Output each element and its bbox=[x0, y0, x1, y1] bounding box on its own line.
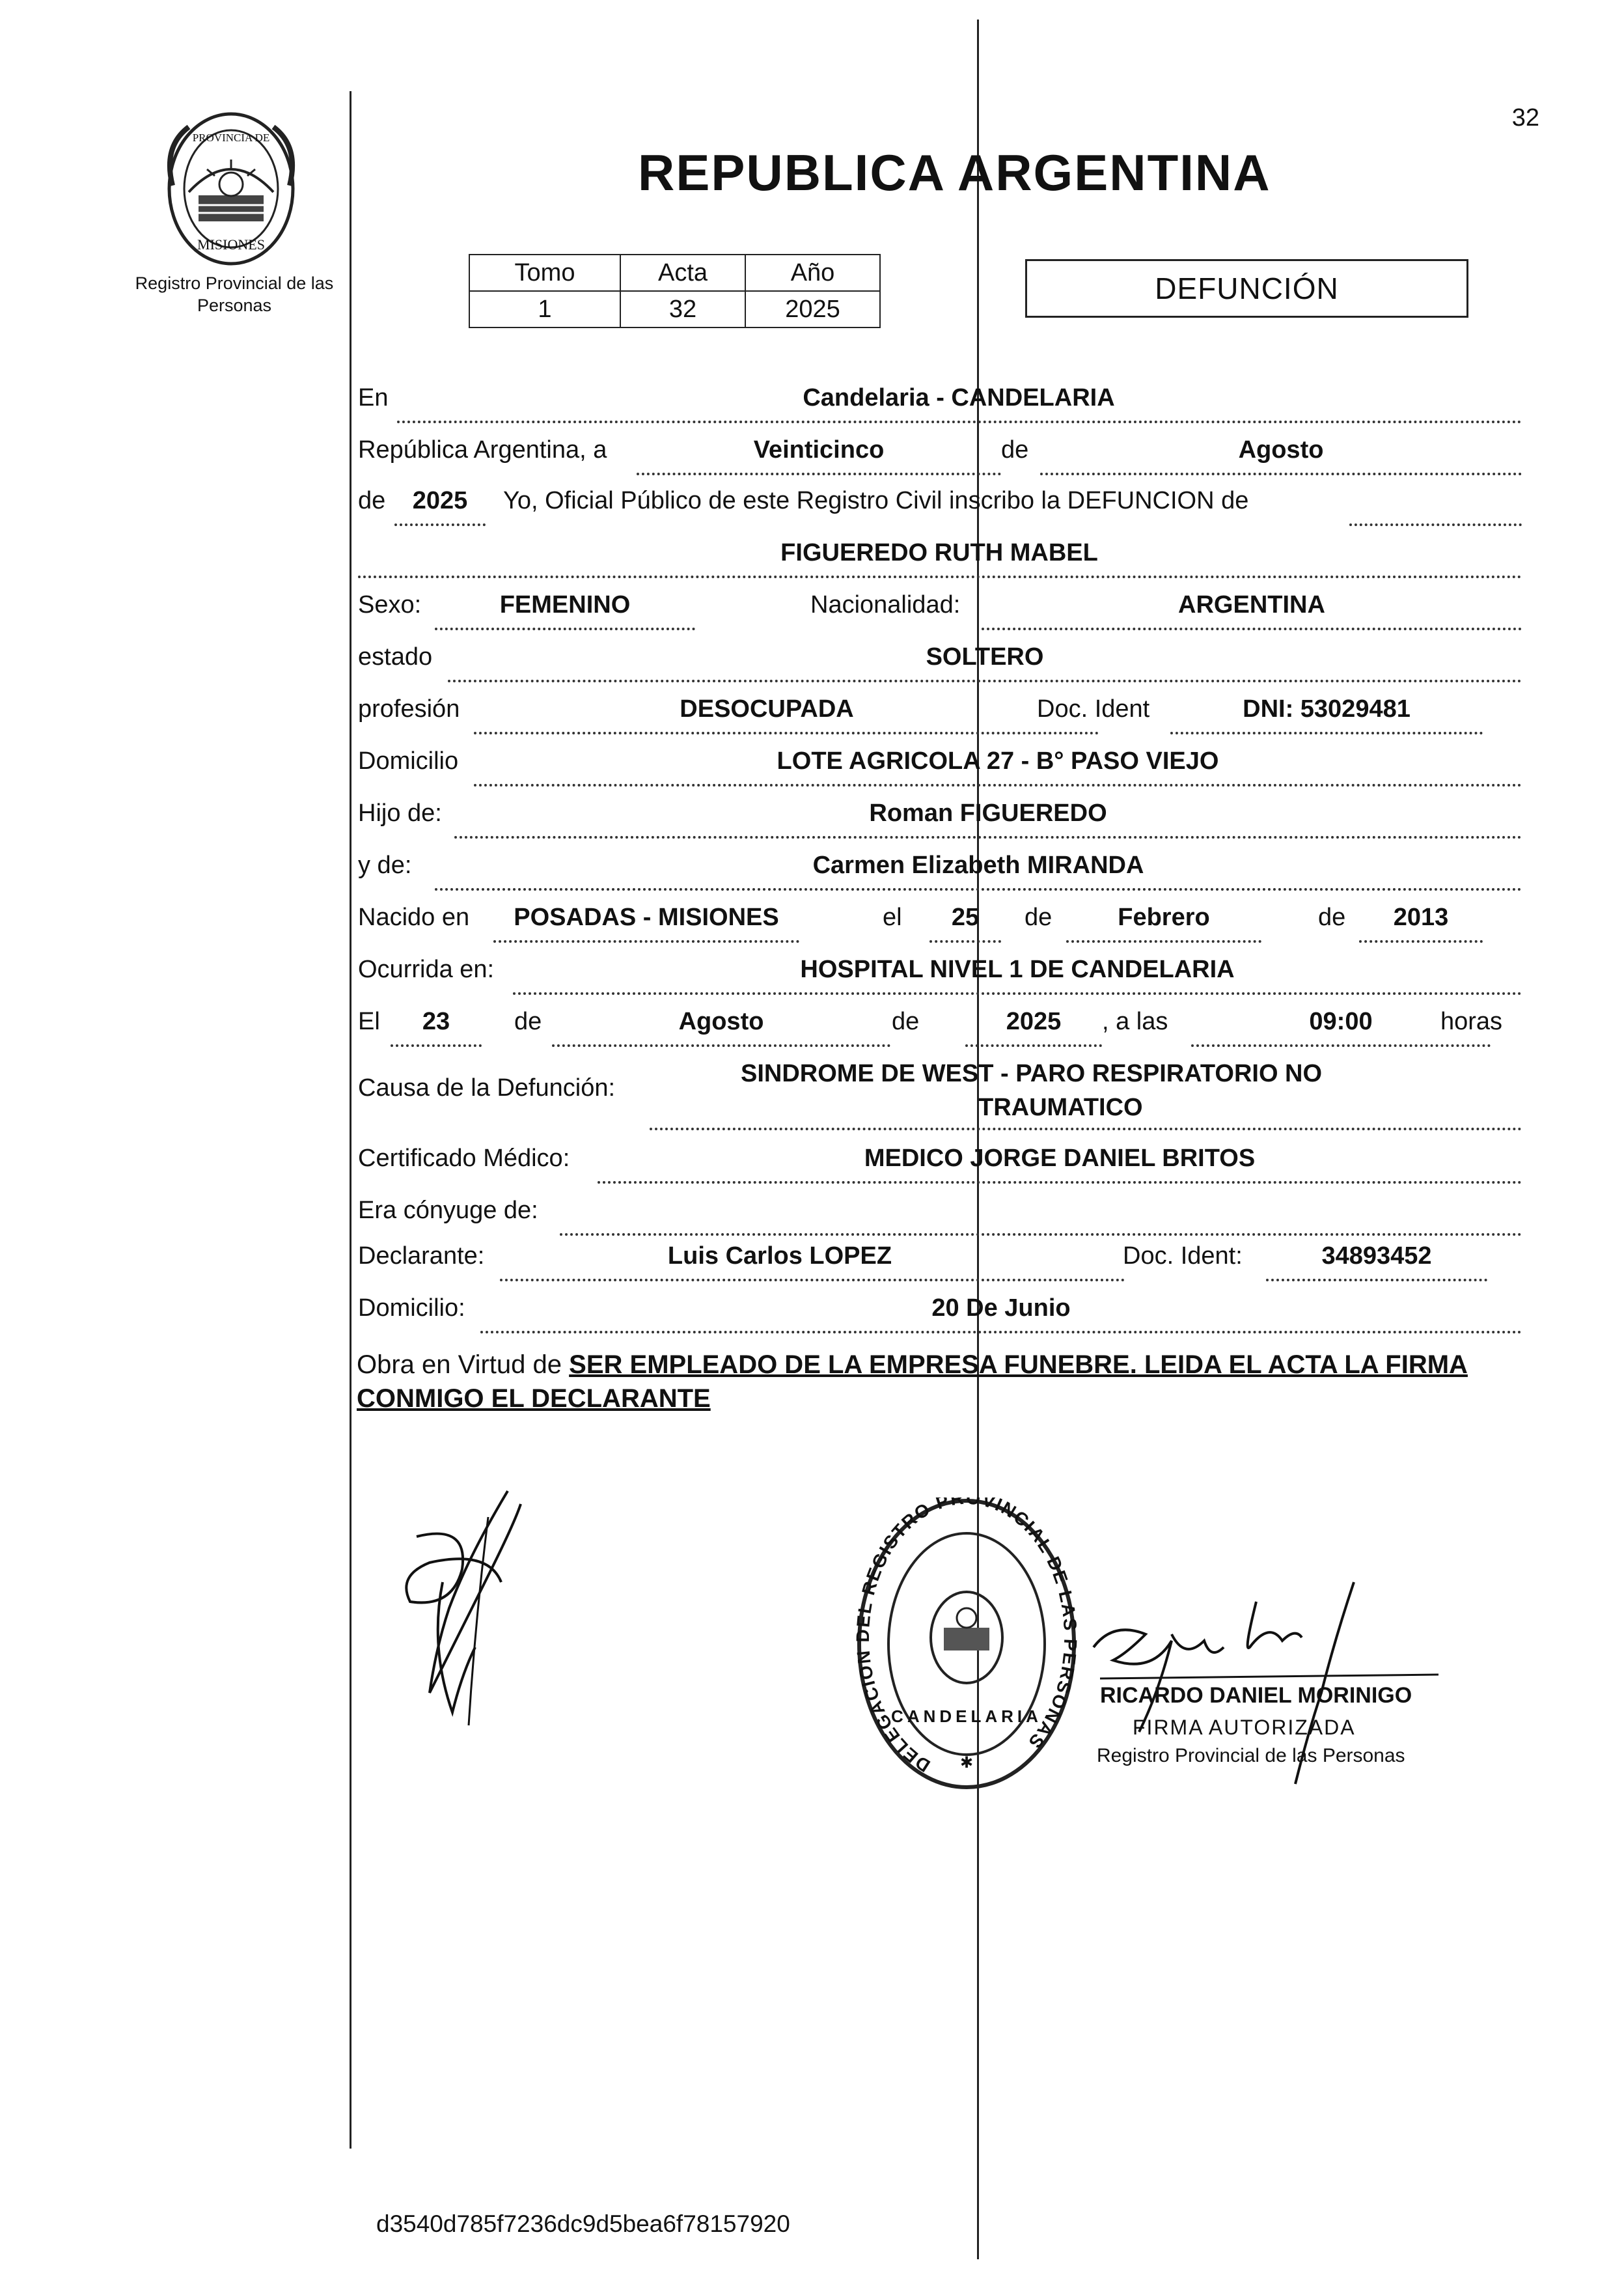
yde-value: Carmen Elizabeth MIRANDA bbox=[812, 852, 1144, 879]
el2-label: El bbox=[358, 1008, 380, 1035]
acta-header: Acta bbox=[620, 255, 745, 291]
nacido-label: Nacido en bbox=[358, 904, 470, 931]
stamp-bottom-text: CANDELARIA bbox=[891, 1706, 1042, 1726]
left-margin-rule bbox=[350, 91, 351, 2149]
en-label: En bbox=[358, 384, 389, 411]
svg-text:✱: ✱ bbox=[959, 1754, 974, 1772]
birth-month: Febrero bbox=[1118, 904, 1210, 931]
registry-table bbox=[469, 254, 881, 328]
nacionalidad-label: Nacionalidad: bbox=[810, 591, 961, 619]
death-time: 09:00 bbox=[1309, 1008, 1373, 1035]
nacido-value: POSADAS - MISIONES bbox=[514, 904, 779, 931]
province-coat-of-arms-logo bbox=[150, 107, 312, 270]
month-value: Agosto bbox=[1238, 436, 1324, 464]
estado-label: estado bbox=[358, 643, 433, 671]
profesion-value: DESOCUPADA bbox=[680, 695, 854, 723]
en-value: Candelaria - CANDELARIA bbox=[803, 384, 1115, 411]
domicilio2-label: Domicilio: bbox=[358, 1294, 465, 1322]
profesion-label: profesión bbox=[358, 695, 460, 723]
document-hash: d3540d785f7236dc9d5bea6f78157920 bbox=[376, 2210, 790, 2237]
death-year: 2025 bbox=[1006, 1008, 1062, 1035]
de-label: de bbox=[1001, 436, 1029, 464]
signer-role: FIRMA AUTORIZADA bbox=[1133, 1716, 1356, 1739]
doc-ident-value: DNI: 53029481 bbox=[1243, 695, 1411, 723]
certificado-label: Certificado Médico: bbox=[358, 1145, 570, 1172]
death-month: Agosto bbox=[678, 1008, 764, 1035]
stamp-ring-text: DELEGACION DEL REGISTRO PROVINCIAL DE LAS PERSONAS bbox=[853, 1497, 1080, 1776]
obra-value: SER EMPLEADO DE LA EMPRESA FUNEBRE. LEIDA EL ACTA LA FIRMA CONMIGO EL DECLARANTE bbox=[357, 1350, 1468, 1413]
yde-label: y de: bbox=[358, 852, 412, 879]
certificado-value: MEDICO JORGE DANIEL BRITOS bbox=[864, 1145, 1256, 1172]
de4-label: de bbox=[1318, 904, 1346, 931]
declarant-signature bbox=[391, 1478, 560, 1738]
tomo-header: Tomo bbox=[469, 255, 620, 291]
page-title: REPUBLICA ARGENTINA bbox=[638, 144, 1271, 201]
page-number: 32 bbox=[1511, 104, 1539, 132]
hijo-value: Roman FIGUEREDO bbox=[869, 800, 1107, 827]
tomo-value: 1 bbox=[469, 291, 620, 327]
birth-year: 2013 bbox=[1393, 904, 1449, 931]
deceased-name: FIGUEREDO RUTH MABEL bbox=[780, 539, 1098, 566]
nacionalidad-value: ARGENTINA bbox=[1178, 591, 1325, 619]
de2-label: de bbox=[358, 487, 386, 514]
estado-value: SOLTERO bbox=[926, 643, 1044, 671]
de6-label: de bbox=[892, 1008, 920, 1035]
causa-line1: SINDROME DE WEST - PARO RESPIRATORIO NO bbox=[741, 1060, 1323, 1087]
domicilio-label: Domicilio bbox=[358, 747, 459, 775]
death-day: 23 bbox=[422, 1008, 450, 1035]
decl-doc-label: Doc. Ident: bbox=[1123, 1242, 1243, 1270]
domicilio2-value: 20 De Junio bbox=[931, 1294, 1071, 1322]
signer-name: RICARDO DANIEL MORINIGO bbox=[1100, 1683, 1412, 1708]
anio-header: Año bbox=[745, 255, 880, 291]
institution-caption: Registro Provincial de las Personas bbox=[135, 273, 334, 315]
anio-value: 2025 bbox=[745, 291, 880, 327]
horas-label: horas bbox=[1440, 1008, 1503, 1035]
center-fold-line bbox=[977, 20, 979, 2259]
de5-label: de bbox=[514, 1008, 542, 1035]
official-stamp bbox=[853, 1497, 1080, 1810]
conyuge-label: Era cónyuge de: bbox=[358, 1197, 538, 1224]
alas-label: , a las bbox=[1102, 1008, 1168, 1035]
declarante-value: Luis Carlos LOPEZ bbox=[667, 1242, 892, 1270]
acta-value: 32 bbox=[620, 291, 745, 327]
logo-bottom-text: MISIONES bbox=[197, 236, 265, 253]
obra-en-virtud bbox=[357, 1348, 1522, 1415]
year-value: 2025 bbox=[412, 487, 468, 514]
decl-doc-value: 34893452 bbox=[1321, 1242, 1432, 1270]
domicilio-value: LOTE AGRICOLA 27 - B° PASO VIEJO bbox=[777, 747, 1219, 775]
ocurrida-label: Ocurrida en: bbox=[358, 956, 495, 983]
day-words: Veinticinco bbox=[753, 436, 885, 464]
doc-ident-label: Doc. Ident bbox=[1037, 695, 1150, 723]
republica-label: República Argentina, a bbox=[358, 436, 607, 464]
document-type-box: DEFUNCIÓN bbox=[1025, 259, 1468, 318]
birth-day: 25 bbox=[951, 904, 980, 931]
sexo-label: Sexo: bbox=[358, 591, 422, 619]
ocurrida-value: HOSPITAL NIVEL 1 DE CANDELARIA bbox=[800, 956, 1235, 983]
declarante-label: Declarante: bbox=[358, 1242, 485, 1270]
el-label: el bbox=[883, 904, 902, 931]
causa-line2: TRAUMATICO bbox=[978, 1094, 1143, 1121]
official-text: Yo, Oficial Público de este Registro Civil inscribo la DEFUNCION de bbox=[503, 487, 1249, 514]
signer-office: Registro Provincial de las Personas bbox=[1097, 1745, 1405, 1766]
hijo-label: Hijo de: bbox=[358, 800, 442, 827]
logo-top-text: PROVINCIA DE bbox=[192, 132, 270, 144]
obra-label: Obra en Virtud de bbox=[357, 1350, 562, 1379]
sexo-value: FEMENINO bbox=[499, 591, 631, 619]
causa-label: Causa de la Defunción: bbox=[358, 1074, 616, 1102]
de3-label: de bbox=[1025, 904, 1053, 931]
